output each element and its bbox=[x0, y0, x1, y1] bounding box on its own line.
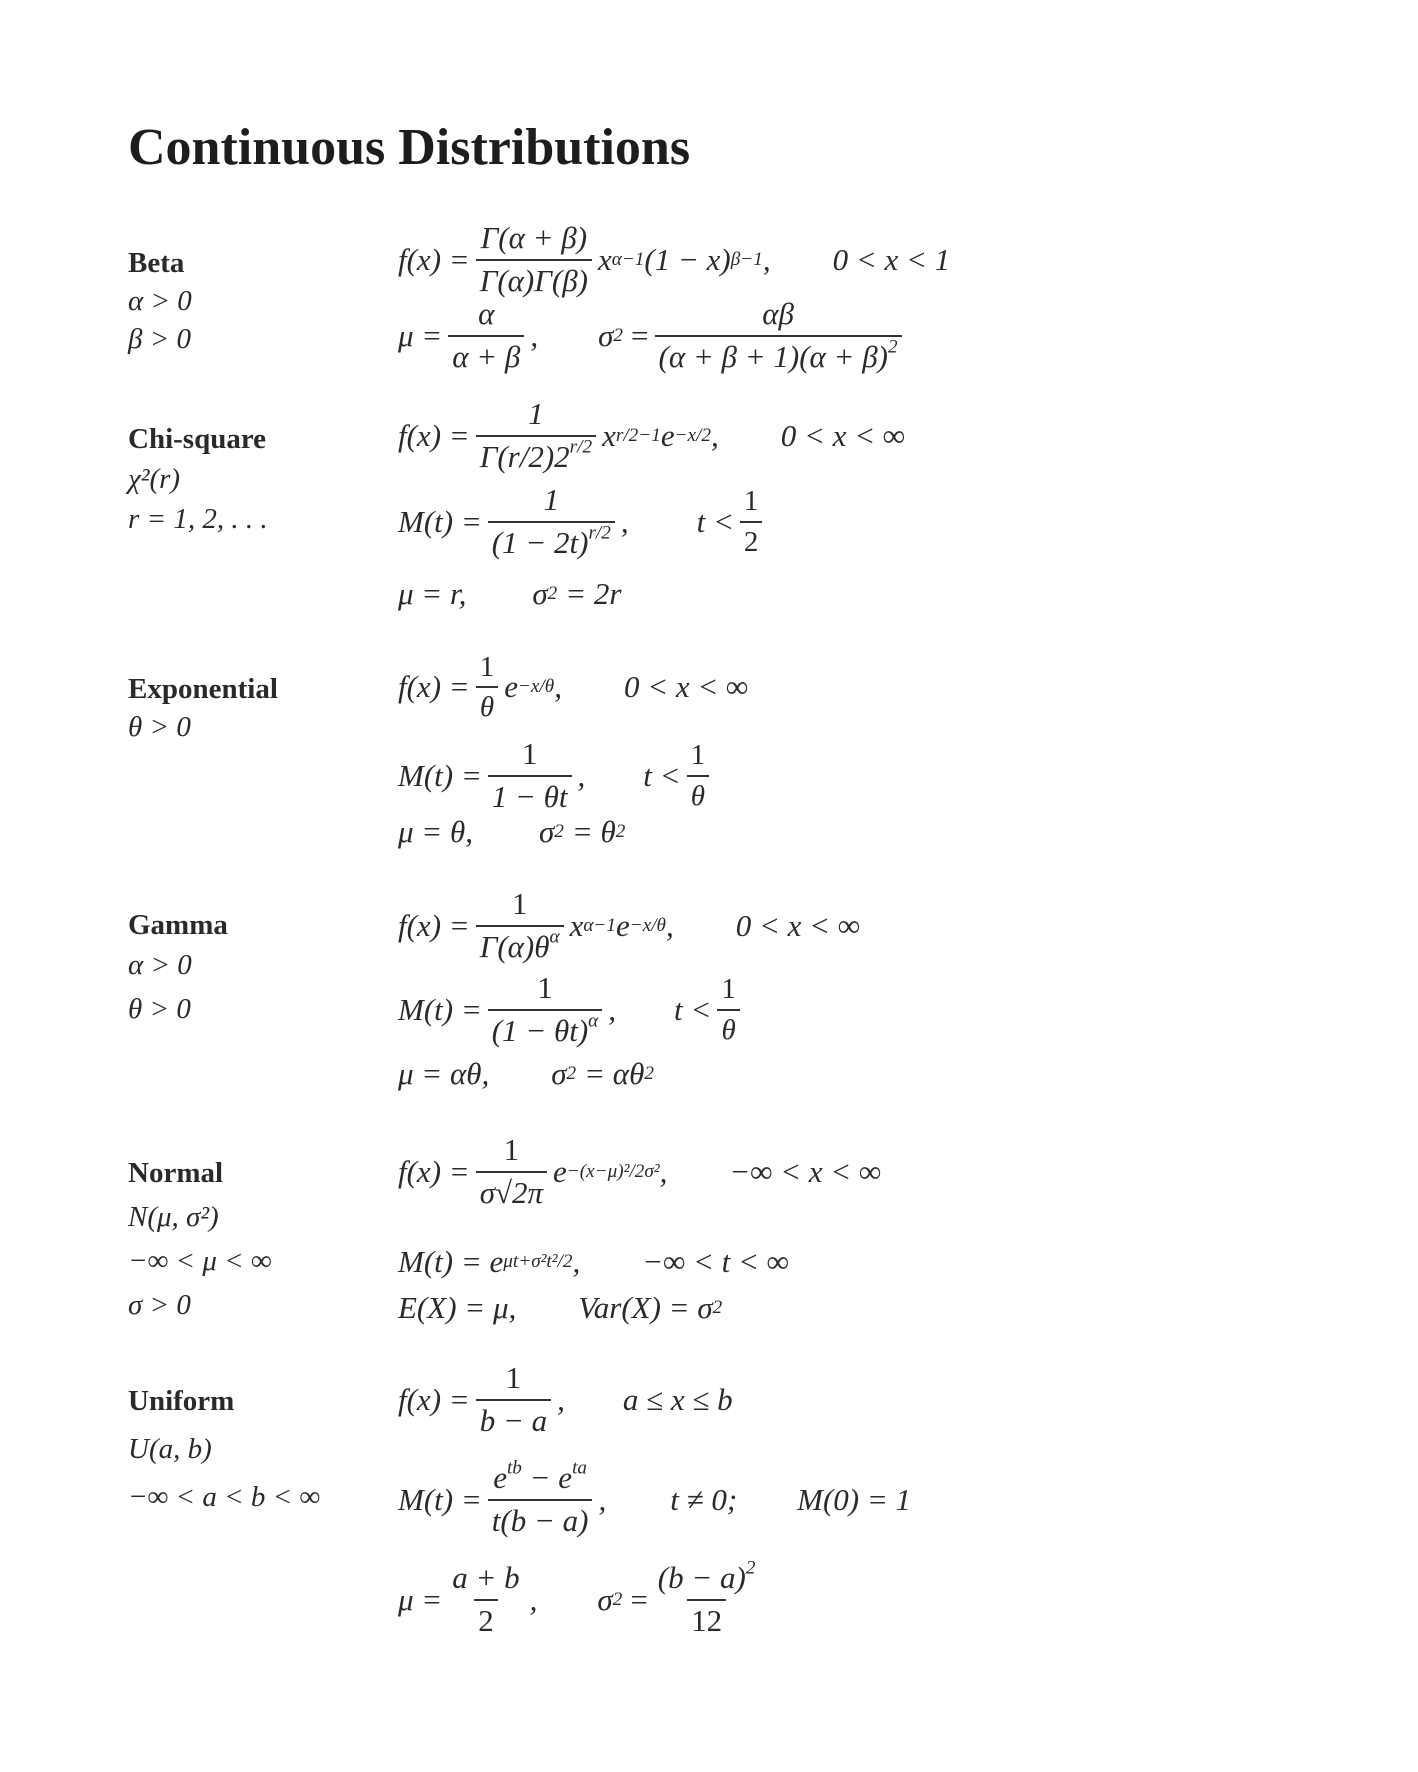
normal-mgf-lhs: M(t) = e bbox=[398, 1244, 504, 1279]
uniform-var-lhs: σ bbox=[597, 1581, 613, 1617]
exponential-support: 0 < x < ∞ bbox=[623, 669, 749, 705]
page-title: Continuous Distributions bbox=[128, 119, 691, 176]
uniform-var-numerator bbox=[654, 1557, 760, 1599]
beta-mean-denominator: α + β bbox=[448, 335, 524, 374]
chisquare-support: 0 < x < ∞ bbox=[780, 417, 905, 453]
uniform-pdf bbox=[398, 1362, 733, 1437]
beta-pdf-fraction bbox=[476, 222, 592, 297]
chisquare-var-rhs: = 2r bbox=[565, 576, 622, 611]
normal-mgf-comma: , bbox=[572, 1244, 581, 1279]
uniform-var-denominator: 12 bbox=[687, 1599, 726, 1638]
gamma-mgf-den-text: (1 − θt) bbox=[491, 1012, 589, 1048]
gamma-support: 0 < x < ∞ bbox=[735, 907, 860, 943]
gamma-moments: μ = αθ, σ 2 = αθ 2 bbox=[398, 1056, 654, 1091]
gamma-mgf-denominator bbox=[488, 1009, 603, 1048]
normal-pdf: f(x) = $\frac{1}{\sigma√2\pi}$ e −(x−μ)²/2σ² , −∞ < x < ∞ bbox=[398, 1132, 882, 1210]
beta-var-eq: = bbox=[631, 317, 649, 353]
gamma-pdf: f(x) = $\frac{1}{\Gamma(\alpha)\theta^\alpha}$ x α−1 e −x/θ , 0 < x < ∞ bbox=[398, 886, 860, 964]
gamma-mgf bbox=[398, 972, 746, 1047]
gamma-pdf-e: e bbox=[615, 907, 630, 943]
uniform-pdf-comma: , bbox=[557, 1381, 565, 1417]
gamma-param-alpha: α > 0 bbox=[128, 949, 192, 981]
gamma-pdf-x: x bbox=[569, 907, 584, 943]
gamma-pdf-den-sup: α bbox=[549, 926, 560, 948]
uniform-mgf-numerator bbox=[489, 1457, 591, 1499]
chisquare-pdf-numerator: 1 bbox=[528, 396, 544, 431]
beta-support: 0 < x < 1 bbox=[832, 241, 951, 277]
beta-mean-lhs: μ = bbox=[398, 317, 443, 353]
beta-var-den-text: (α + β + 1)(α + β) bbox=[658, 338, 888, 374]
chisquare-pdf-den-text: Γ(r/2)2 bbox=[479, 438, 570, 474]
gamma-name: Gamma bbox=[128, 909, 228, 941]
beta-sidebar bbox=[128, 244, 192, 358]
beta-pdf-lhs: f(x) = bbox=[398, 241, 470, 277]
exponential-mgf bbox=[398, 738, 715, 813]
chisquare-mgf-fraction bbox=[488, 484, 615, 559]
beta-var-den-sup: 2 bbox=[888, 336, 898, 358]
exponential-mgf-cond-den: θ bbox=[687, 775, 709, 811]
exponential-mgf-numerator: 1 bbox=[521, 736, 538, 771]
gamma-mgf-comma: , bbox=[608, 991, 617, 1027]
normal-moments: E(X) = μ, Var(X) = σ 2 bbox=[398, 1290, 723, 1325]
gamma-mgf-numerator: 1 bbox=[537, 970, 553, 1005]
uniform-pdf-lhs: f(x) = bbox=[398, 1381, 470, 1417]
chisquare-mgf-numerator: 1 bbox=[543, 482, 560, 517]
normal-name: Normal bbox=[128, 1157, 224, 1189]
uniform-mgf-cond: t ≠ 0; bbox=[670, 1481, 738, 1517]
uniform-mgf-lhs: M(t) = bbox=[398, 1481, 482, 1517]
exponential-pdf: f(x) = $\frac{1}{\theta}$ e −x/θ , 0 < x < ∞ bbox=[398, 651, 749, 724]
chisquare-mgf-denominator bbox=[488, 521, 615, 560]
exponential-param-theta: θ > 0 bbox=[128, 711, 191, 743]
exponential-sidebar bbox=[128, 670, 278, 746]
chisquare-sidebar bbox=[128, 420, 268, 538]
exponential-pdf-fraction bbox=[476, 652, 499, 723]
normal-pdf-denominator: σ√2π bbox=[476, 1171, 547, 1210]
uniform-support: a ≤ x ≤ b bbox=[622, 1381, 733, 1417]
gamma-pdf-fraction bbox=[476, 888, 564, 963]
chisquare-name: Chi-square bbox=[128, 423, 267, 455]
chisquare-pdf-e: e bbox=[660, 417, 675, 453]
gamma-mean: μ = αθ, bbox=[398, 1056, 490, 1091]
chisquare-mgf-den-text: (1 − 2t) bbox=[491, 524, 589, 560]
gamma-mgf-cond-num: 1 bbox=[721, 973, 736, 1006]
chisquare-mgf-lhs: M(t) = bbox=[398, 503, 482, 539]
uniform-sidebar bbox=[128, 1382, 320, 1516]
exponential-mgf-denominator: 1 − θt bbox=[488, 775, 572, 814]
uniform-mgf-comma: , bbox=[598, 1481, 607, 1517]
exponential-var-lhs: σ bbox=[538, 814, 555, 849]
chisquare-mgf-cond-fraction bbox=[740, 486, 763, 557]
exponential-mgf-lhs: M(t) = bbox=[398, 757, 482, 793]
chisquare-mgf bbox=[398, 484, 768, 559]
beta-var-fraction bbox=[655, 298, 902, 373]
chisquare-mgf-cond-den: 2 bbox=[740, 521, 763, 557]
exponential-name: Exponential bbox=[128, 673, 278, 705]
uniform-param-range: −∞ < a < b < ∞ bbox=[128, 1481, 321, 1513]
normal-sidebar bbox=[128, 1154, 272, 1324]
chisquare-pdf-lhs: f(x) = bbox=[398, 417, 470, 453]
uniform-pdf-numerator: 1 bbox=[505, 1360, 522, 1395]
exponential-pdf-e: e bbox=[504, 669, 518, 705]
uniform-mean-lhs: μ = bbox=[398, 1581, 443, 1617]
uniform-mgf-num-sup1: tb bbox=[506, 1457, 522, 1479]
uniform-pdf-fraction bbox=[476, 1362, 551, 1437]
beta-pdf: f(x) = $\frac{\Gamma(\alpha + \beta)}{\Gamma(\alpha)\Gamma(\beta)}$ x α−1 (1 − x) β−1 , 0 < x < 1 bbox=[398, 220, 951, 298]
beta-pdf-numerator: Γ(α + β) bbox=[480, 220, 588, 255]
uniform-mean-fraction bbox=[448, 1562, 523, 1637]
gamma-pdf-denominator bbox=[476, 925, 564, 964]
gamma-pdf-numerator: 1 bbox=[511, 886, 528, 921]
uniform-var-fraction bbox=[654, 1557, 760, 1638]
chisquare-var-lhs: σ bbox=[532, 576, 548, 611]
uniform-mgf-denominator: t(b − a) bbox=[488, 1499, 593, 1538]
chisquare-pdf-comma: , bbox=[711, 417, 719, 453]
chisquare-pdf-den-sup: r/2 bbox=[569, 436, 593, 458]
beta-param-alpha: α > 0 bbox=[128, 285, 192, 317]
normal-pdf-e: e bbox=[553, 1153, 567, 1189]
exponential-mgf-cond-num: 1 bbox=[690, 739, 706, 772]
exponential-mean: μ = θ, bbox=[398, 814, 473, 849]
beta-name: Beta bbox=[128, 247, 185, 279]
uniform-mgf-num-e2: − e bbox=[521, 1460, 573, 1495]
gamma-pdf-den-text: Γ(α)θ bbox=[479, 928, 550, 964]
beta-var-lhs: σ bbox=[598, 317, 614, 353]
beta-moments: μ = $\frac{\alpha}{\alpha + \beta}$ , σ 2 = $\frac{\alpha\beta}{(\alpha + \beta + 1)(\alpha + \beta)^2}$ bbox=[398, 298, 908, 373]
uniform-mean-numerator: a + b bbox=[452, 1560, 520, 1595]
uniform-mgf-cond2: M(0) = 1 bbox=[797, 1481, 912, 1517]
normal-mean: E(X) = μ, bbox=[398, 1290, 517, 1325]
normal-mgf-cond: −∞ < t < ∞ bbox=[642, 1244, 789, 1279]
uniform-mgf-fraction bbox=[488, 1457, 593, 1538]
chisquare-mgf-cond-num: 1 bbox=[743, 485, 759, 518]
normal-pdf-numerator: 1 bbox=[503, 1132, 520, 1167]
normal-pdf-comma: , bbox=[659, 1153, 668, 1189]
uniform-var-eq: = bbox=[630, 1581, 648, 1617]
normal-support: −∞ < x < ∞ bbox=[729, 1153, 882, 1189]
beta-pdf-term2: (1 − x) bbox=[644, 241, 731, 277]
beta-pdf-comma: , bbox=[762, 241, 771, 277]
chisquare-moments: μ = r, σ 2 = 2r bbox=[398, 576, 622, 611]
uniform-mgf-num-sup2: ta bbox=[572, 1457, 588, 1479]
gamma-mgf-fraction bbox=[488, 972, 603, 1047]
beta-pdf-x: x bbox=[597, 241, 612, 277]
exponential-mgf-fraction bbox=[488, 738, 572, 813]
exponential-moments: μ = θ, σ 2 = θ 2 bbox=[398, 814, 626, 849]
gamma-param-theta: θ > 0 bbox=[128, 993, 191, 1025]
beta-var-denominator bbox=[655, 335, 902, 374]
normal-mgf: M(t) = e μt+σ²t²/2 , −∞ < t < ∞ bbox=[398, 1244, 789, 1279]
uniform-param-notation: U(a, b) bbox=[128, 1433, 212, 1465]
chisquare-param-notation: χ²(r) bbox=[128, 463, 181, 495]
uniform-mean-denominator: 2 bbox=[474, 1599, 498, 1638]
gamma-var-rhs: = αθ bbox=[584, 1056, 645, 1091]
exponential-mgf-cond-fraction bbox=[687, 740, 710, 811]
gamma-mgf-lhs: M(t) = bbox=[398, 991, 482, 1027]
exponential-pdf-lhs: f(x) = bbox=[398, 669, 470, 705]
uniform-name: Uniform bbox=[128, 1385, 235, 1417]
exponential-pdf-comma: , bbox=[554, 669, 562, 705]
exponential-pdf-numerator: 1 bbox=[479, 651, 495, 683]
gamma-mgf-cond-den: θ bbox=[717, 1009, 739, 1045]
exponential-var-rhs: = θ bbox=[571, 814, 616, 849]
chisquare-mgf-cond: t < bbox=[696, 503, 734, 539]
normal-param-notation: N(μ, σ²) bbox=[128, 1201, 219, 1233]
uniform-mean-comma: , bbox=[529, 1581, 538, 1617]
exponential-pdf-denominator: θ bbox=[476, 686, 498, 722]
exponential-mgf-cond: t < bbox=[643, 757, 681, 793]
gamma-mgf-den-sup: α bbox=[588, 1010, 599, 1032]
exponential-mgf-comma: , bbox=[577, 757, 586, 793]
chisquare-mgf-den-sup: r/2 bbox=[588, 522, 611, 544]
uniform-mgf bbox=[398, 1457, 912, 1538]
beta-mean-fraction bbox=[448, 298, 524, 373]
normal-var: Var(X) = σ bbox=[578, 1290, 713, 1325]
chisquare-pdf-x: x bbox=[602, 417, 616, 453]
uniform-var-num-text: (b − a) bbox=[657, 1560, 746, 1595]
beta-mean-numerator: α bbox=[478, 296, 495, 331]
chisquare-mgf-comma: , bbox=[620, 503, 629, 539]
beta-param-beta: β > 0 bbox=[128, 323, 192, 355]
beta-mean-comma: , bbox=[530, 317, 539, 353]
chisquare-pdf: f(x) = $\frac{1}{\Gamma(r/2)2^{r/2}}$ x r/2−1 e −x/2 , 0 < x < ∞ bbox=[398, 396, 905, 474]
chisquare-pdf-fraction bbox=[476, 398, 596, 473]
normal-param-mu: −∞ < μ < ∞ bbox=[128, 1245, 272, 1277]
chisquare-pdf-denominator bbox=[476, 435, 596, 474]
normal-pdf-fraction bbox=[476, 1134, 547, 1209]
gamma-mgf-cond: t < bbox=[674, 991, 712, 1027]
uniform-mgf-num-e1: e bbox=[493, 1460, 507, 1495]
gamma-pdf-lhs: f(x) = bbox=[398, 907, 470, 943]
gamma-mgf-cond-fraction bbox=[717, 974, 740, 1045]
chisquare-param-r: r = 1, 2, . . . bbox=[128, 503, 268, 535]
normal-pdf-lhs: f(x) = bbox=[398, 1153, 470, 1189]
normal-param-sigma: σ > 0 bbox=[128, 1289, 191, 1321]
beta-pdf-denominator: Γ(α)Γ(β) bbox=[476, 259, 592, 298]
gamma-var-lhs: σ bbox=[551, 1056, 567, 1091]
uniform-moments: μ = $\frac{a + b}{2}$ , σ 2 = $\frac{(b - a)^2}{12}$ bbox=[398, 1562, 765, 1637]
chisquare-mean: μ = r, bbox=[398, 576, 467, 611]
beta-var-numerator: αβ bbox=[762, 296, 794, 331]
gamma-sidebar bbox=[128, 906, 228, 1028]
uniform-pdf-denominator: b − a bbox=[476, 1399, 551, 1438]
uniform-var-num-sup: 2 bbox=[745, 1557, 756, 1579]
gamma-pdf-comma: , bbox=[665, 907, 674, 943]
